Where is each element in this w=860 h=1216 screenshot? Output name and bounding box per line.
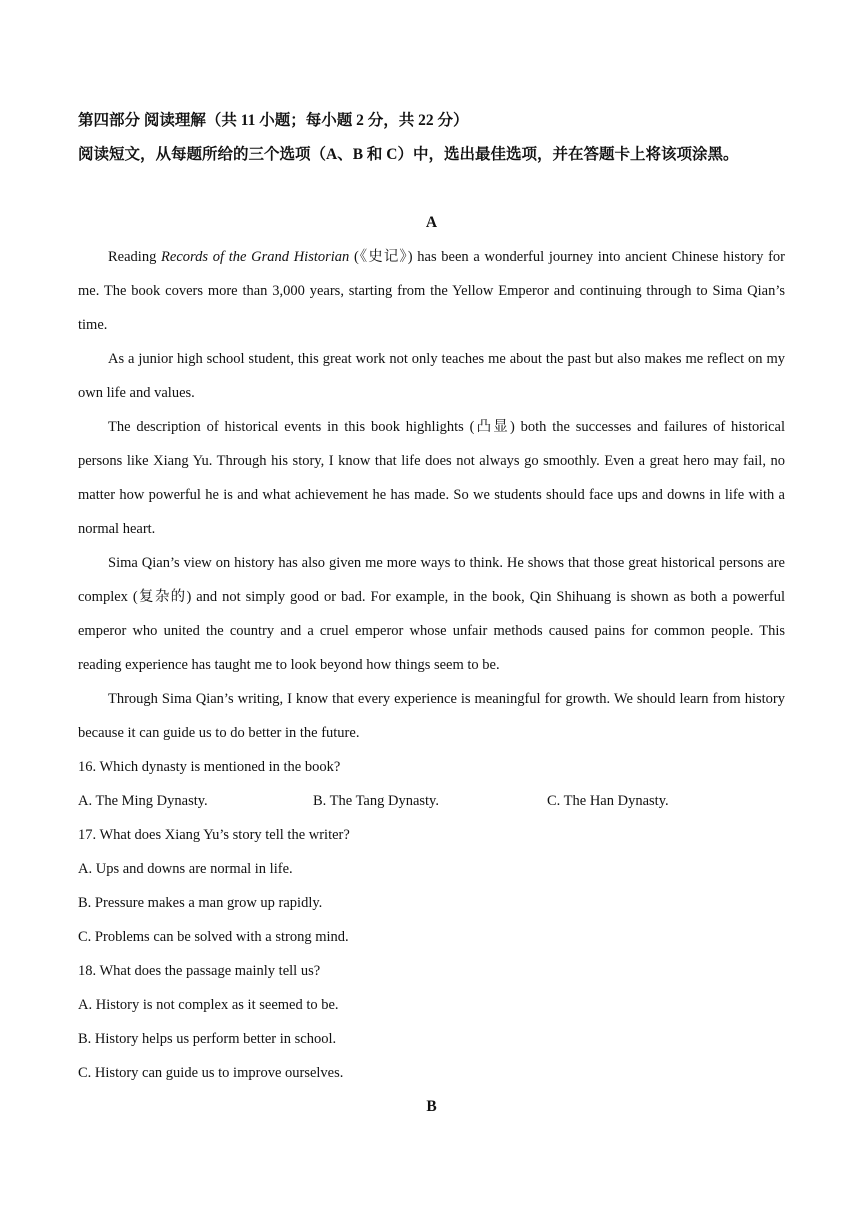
book-title: Records of the Grand Historian xyxy=(161,249,350,265)
instruction-text: 阅读短文，从每题所给的三个选项（A、B 和 C）中，选出最佳选项，并在答题卡上将该项涂黑。 xyxy=(78,146,739,163)
passage-a xyxy=(78,240,785,750)
question-17-option-a: A. Ups and downs are normal in life. xyxy=(78,861,293,877)
question-18-option-c: C. History can guide us to improve ourselves. xyxy=(78,1065,344,1081)
p1-rest: (《史记》) has been a wonderful journey into ancient Chinese history for me. The book covers more than 3,000 years, starting from the Yellow Emperor and continuing through to Sima Qian’s time. xyxy=(78,249,785,333)
question-16-stem: 16. Which dynasty is mentioned in the book? xyxy=(78,759,341,775)
instruction-block xyxy=(78,138,785,206)
question-17-option-c: C. Problems can be solved with a strong mind. xyxy=(78,929,349,945)
question-16 xyxy=(78,750,785,818)
question-17-option-b: B. Pressure makes a man grow up rapidly. xyxy=(78,895,323,911)
passage-a-paragraph-5: Through Sima Qian’s writing, I know that every experience is meaningful for growth. We should learn from history because it can guide us to do better in the future. xyxy=(78,691,785,741)
question-18-option-b: B. History helps us perform better in school. xyxy=(78,1031,337,1047)
question-16-option-c: C. The Han Dynasty. xyxy=(547,793,669,809)
section-b-label: B xyxy=(426,1098,437,1115)
part-title: 第四部分 阅读理解（共 11 小题；每小题 2 分，共 22 分） xyxy=(78,112,469,129)
question-16-options xyxy=(78,784,785,818)
passage-a-paragraph-1 xyxy=(78,240,785,342)
p1-lead: Reading xyxy=(108,249,162,265)
passage-a-paragraph-2: As a junior high school student, this great work not only teaches me about the past but also makes me reflect on my own life and values. xyxy=(78,351,785,401)
passage-a-paragraph-3: The description of historical events in this book highlights (凸显) both the successes and failures of historical persons like Xiang Yu. Through his story, I know that life does not always go smoothly. Even a great hero may fail, no matter how powerful he is and what achievement he has made. So we students should face ups and downs in life with a normal heart. xyxy=(78,419,785,537)
exam-page xyxy=(78,104,785,1124)
question-16-option-b: B. The Tang Dynasty. xyxy=(313,793,439,809)
question-17-stem: 17. What does Xiang Yu’s story tell the writer? xyxy=(78,827,350,843)
section-a-label: A xyxy=(425,214,438,231)
question-18-option-a: A. History is not complex as it seemed to be. xyxy=(78,997,339,1013)
passage-a-paragraph-4: Sima Qian’s view on history has also given me more ways to think. He shows that those great historical persons are complex (复杂的) and not simply good or bad. For example, in the book, Qin Shihuang is shown as both a powerful emperor who united the country and a cruel emperor whose unfair methods caused pains for common people. This reading experience has taught me to look beyond how things seem to be. xyxy=(78,555,785,673)
question-18-stem: 18. What does the passage mainly tell us? xyxy=(78,963,321,979)
question-18 xyxy=(78,954,785,1090)
question-16-option-a: A. The Ming Dynasty. xyxy=(78,793,208,809)
question-17 xyxy=(78,818,785,954)
